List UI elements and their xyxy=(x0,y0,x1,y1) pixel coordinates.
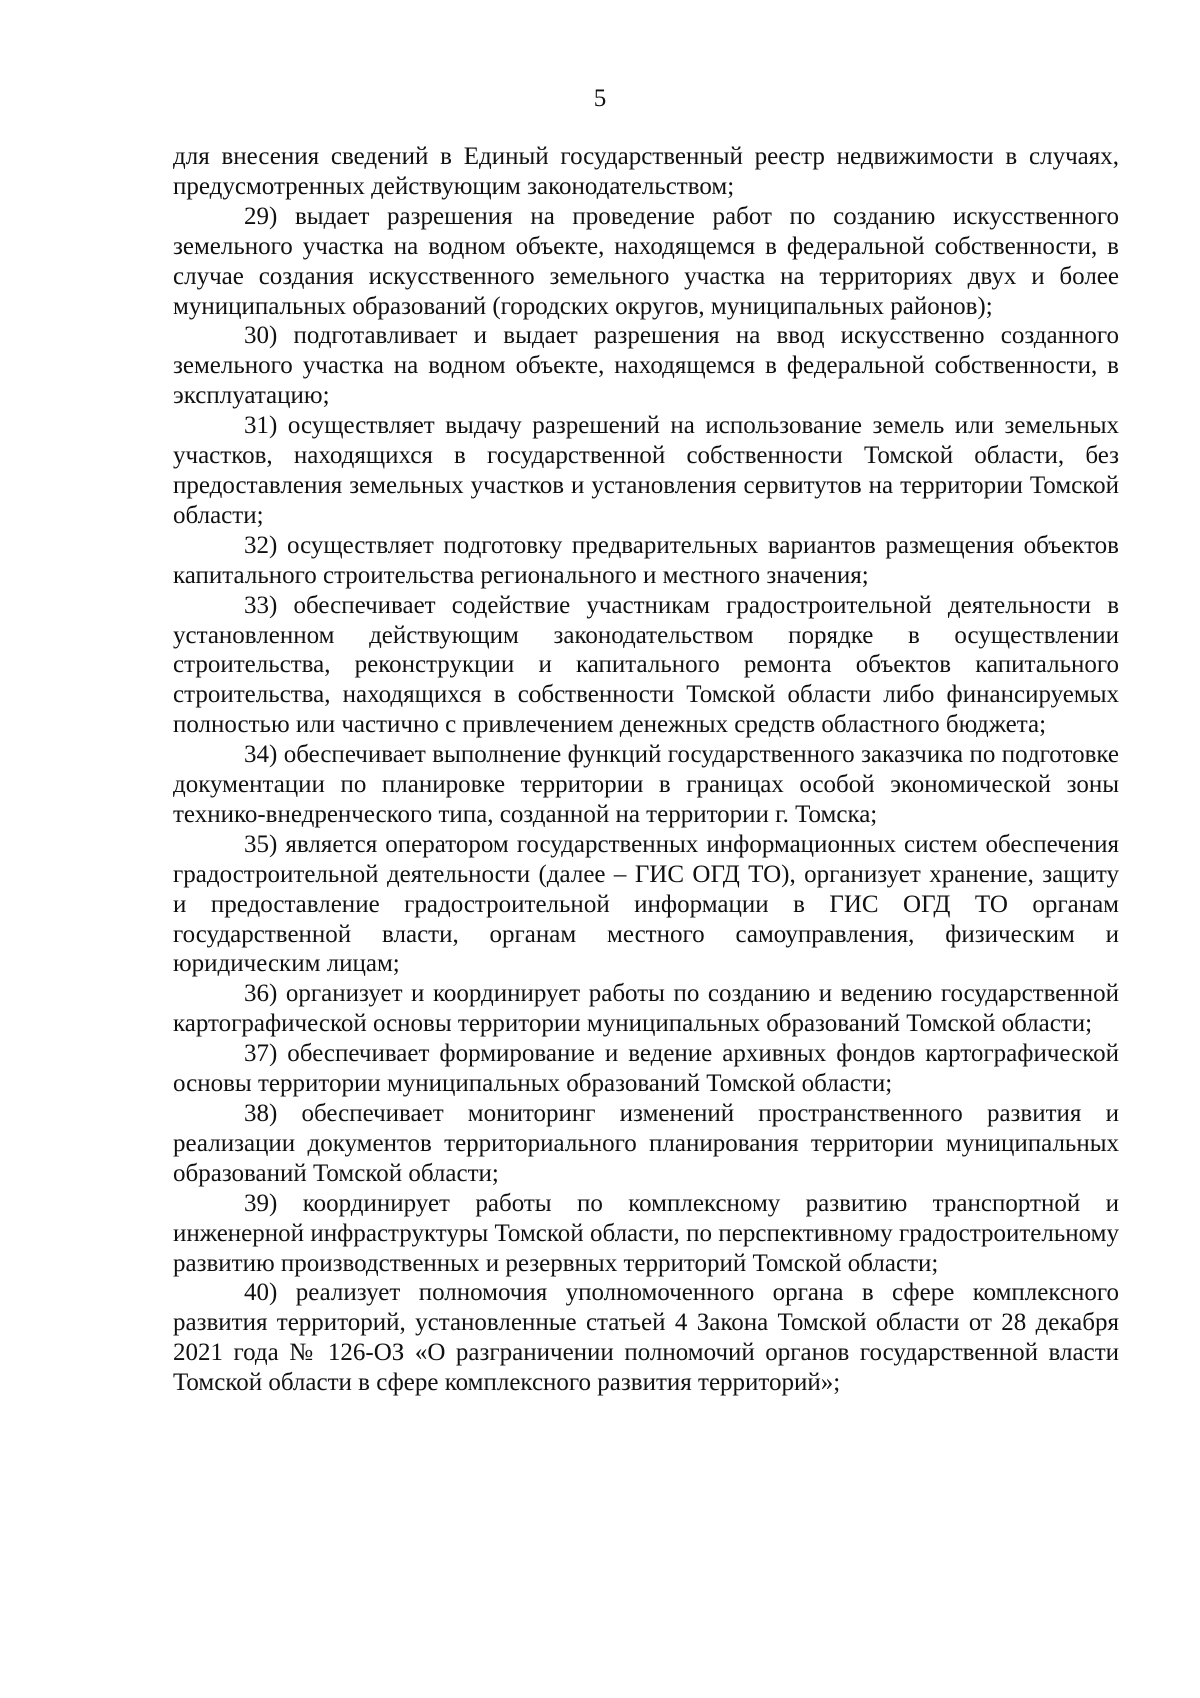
paragraph-item-31: 31) осуществляет выдачу разрешений на использование земель или земельных участков, находящихся в государственной собственности Томской области, без предоставления земельных участков и установления сервитутов на территории Томской области; xyxy=(173,412,1119,529)
paragraph-item-32: 32) осуществляет подготовку предварительных вариантов размещения объектов капитального строительства регионального и местного значения; xyxy=(173,531,1119,589)
document-body xyxy=(173,142,1119,1398)
paragraph-item-38: 38) обеспечивает мониторинг изменений пространственного развития и реализации документов территориального планирования территории муниципальных образований Томской области; xyxy=(173,1100,1119,1187)
paragraph-item-29: 29) выдает разрешения на проведение работ по созданию искусственного земельного участка на водном объекте, находящемся в федеральной собственности, в случае создания искусственного земельного участка на территориях двух и более муниципальных образований (городских округов, муниципальных районов); xyxy=(173,202,1119,320)
paragraph-item-34: 34) обеспечивает выполнение функций государственного заказчика по подготовке документации по планировке территории в границах особой экономической зоны технико-внедренческого типа, созданной на территории г. Томска; xyxy=(173,741,1119,828)
paragraph-item-30: 30) подготавливает и выдает разрешения на ввод искусственно созданного земельного участка на водном объекте, находящемся в федеральной собственности, в эксплуатацию; xyxy=(173,322,1119,410)
paragraph-item-35: 35) является оператором государственных информационных систем обеспечения градостроительной деятельности (далее – ГИС ОГД ТО), организует хранение, защиту и предоставление градостроительной информации в ГИС ОГД ТО органам государственной власти, органам местного самоуправления, физическим и юридическим лицам; xyxy=(173,830,1119,978)
paragraph-continuation: для внесения сведений в Единый государственный реестр недвижимости в случаях, предусмотренных действующим законодательством; xyxy=(173,143,1119,200)
paragraph-item-33: 33) обеспечивает содействие участникам градостроительной деятельности в установленном действующим законодательством порядке в осуществлении строительства, реконструкции и капитального ремонта объектов капитального строительства, находящихся в собственности Томской области либо финансируемых полностью или частично с привлечением денежных средств областного бюджета; xyxy=(173,591,1119,739)
paragraph-item-36: 36) организует и координирует работы по созданию и ведению государственной картографической основы территории муниципальных образований Томской области; xyxy=(173,980,1119,1038)
page-number: 5 xyxy=(593,85,607,112)
paragraph-item-37: 37) обеспечивает формирование и ведение архивных фондов картографической основы территории муниципальных образований Томской области; xyxy=(173,1040,1119,1098)
paragraph-item-40: 40) реализует полномочия уполномоченного органа в сфере комплексного развития территорий, установленные статьей 4 Закона Томской области от 28 декабря 2021 года № 126-ОЗ «О разграничении полномочий органов государственной власти Томской области в сфере комплексного развития территорий»; xyxy=(173,1279,1119,1397)
paragraph-item-39: 39) координирует работы по комплексному развитию транспортной и инженерной инфраструктуры Томской области, по перспективному градостроительному развитию производственных и резервных территорий Томской области; xyxy=(173,1189,1119,1277)
